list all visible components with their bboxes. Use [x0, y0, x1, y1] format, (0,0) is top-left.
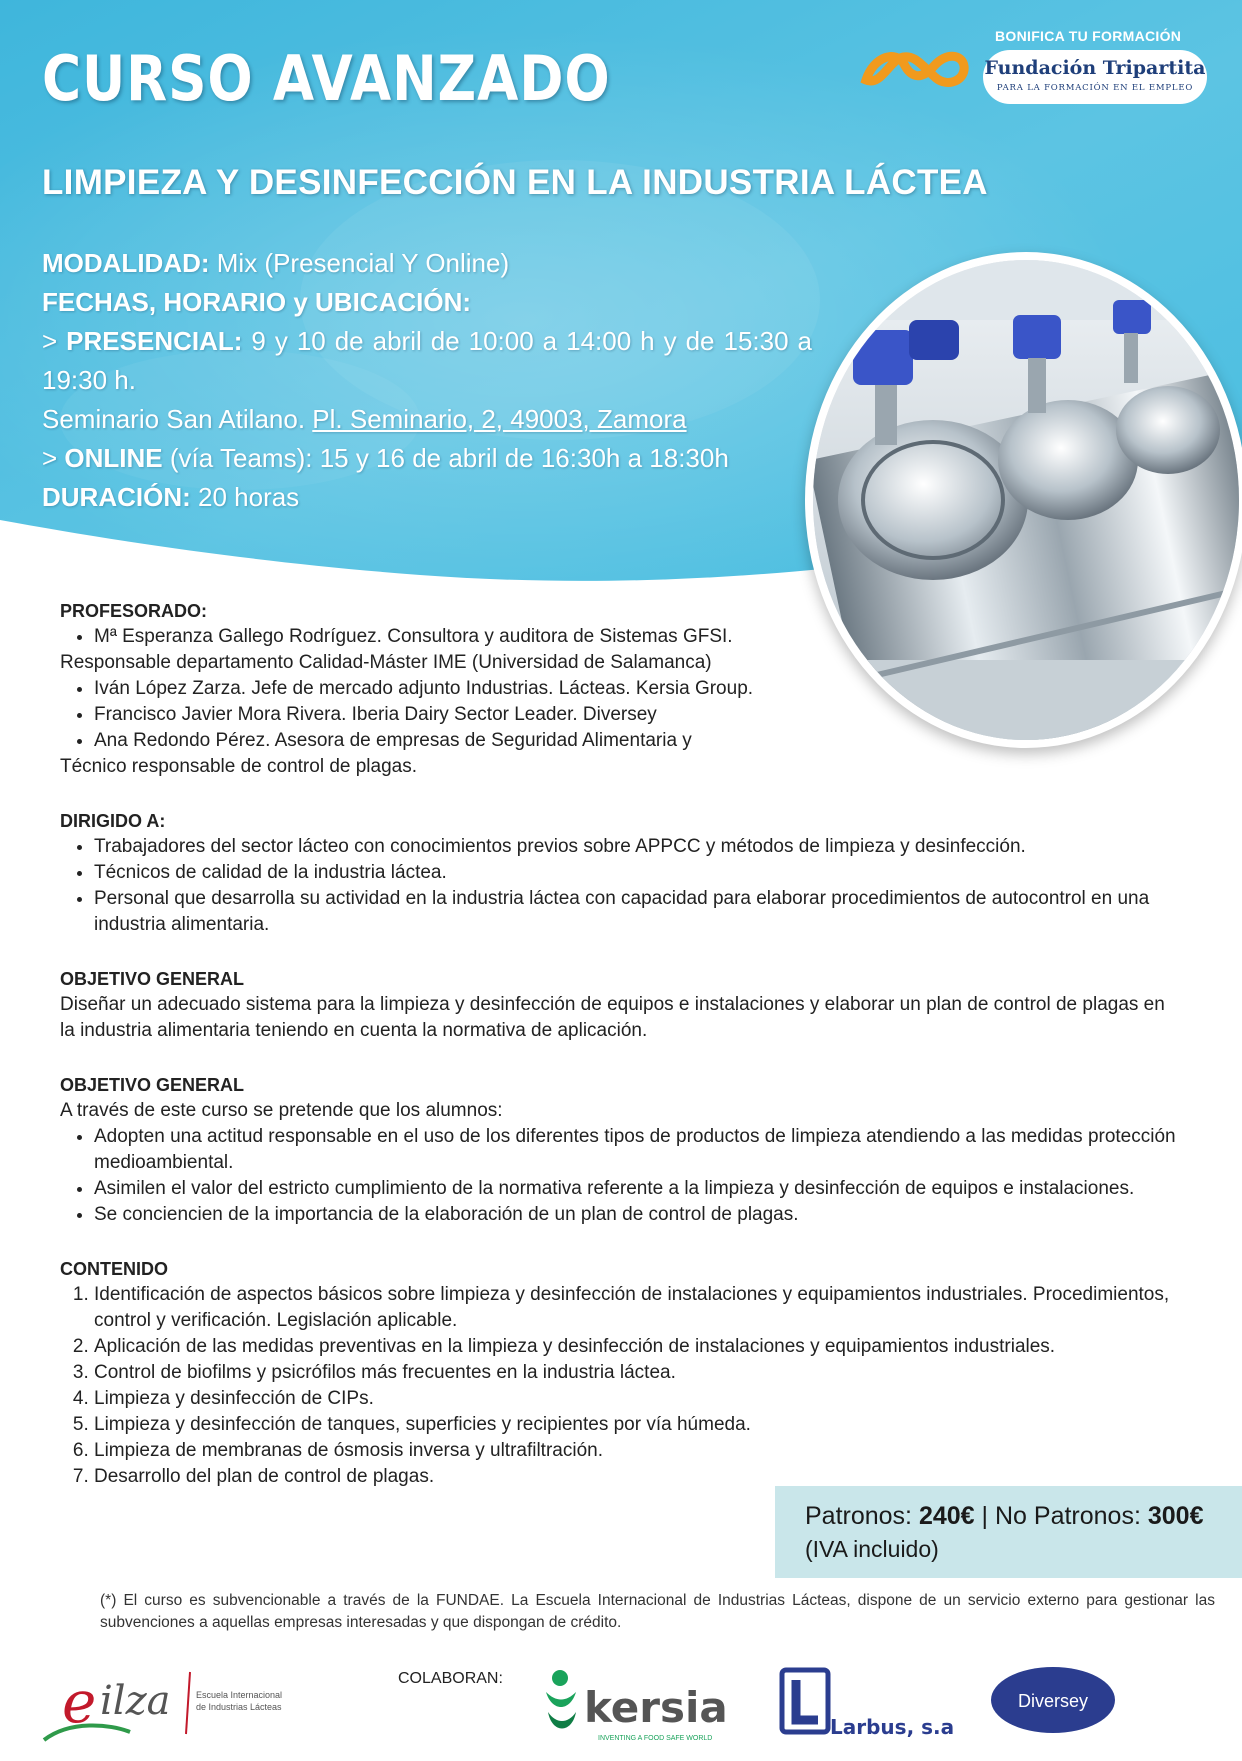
- price-separator: |: [981, 1502, 989, 1530]
- modalidad-line: [42, 244, 812, 283]
- modalidad-value: Mix (Presencial Y Online): [216, 248, 510, 278]
- ft-tagline: PARA LA FORMACIÓN EN EL EMPLEO: [996, 83, 1194, 93]
- fundacion-tripartita-logo: [858, 28, 1220, 108]
- duracion-label: DURACIÓN:: [42, 482, 191, 512]
- objetivo-item: • Asimilen el valor del estricto cumplimiento de la normativa referente a la limpieza y desinfección de equipos e instalaciones.: [94, 1176, 1180, 1202]
- kersia-wordmark: kersia: [584, 1683, 728, 1732]
- location-text: Seminario San Atilano.: [42, 404, 306, 434]
- fechas-label: FECHAS, HORARIO y UBICACIÓN:: [42, 287, 472, 317]
- contenido-item: 4. Limpieza y desinfección de CIPs.: [94, 1386, 1180, 1412]
- profesorado-item: • Mª Esperanza Gallego Rodríguez. Consultora y auditora de Sistemas GFSI.: [94, 624, 1180, 650]
- contenido-heading: CONTENIDO: [60, 1259, 168, 1279]
- profesorado-list-2: [60, 676, 1180, 754]
- ft-name: Fundación Tripartita: [984, 57, 1206, 79]
- larbus-logo: [782, 1670, 954, 1739]
- profesorado-item: • Francisco Javier Mora Rivera. Iberia Dairy Sector Leader. Diversey: [94, 702, 1180, 728]
- diversey-logo: [991, 1667, 1115, 1733]
- objetivo-heading: OBJETIVO GENERAL: [60, 969, 245, 989]
- contenido-item: 6. Limpieza de membranas de ósmosis inversa y ultrafiltración.: [94, 1438, 1180, 1464]
- kersia-logo: [546, 1670, 728, 1742]
- duracion-value: 20 horas: [198, 482, 300, 512]
- dirigido-item: • Trabajadores del sector lácteo con conocimientos previos sobre APPCC y métodos de limpieza y desinfección.: [94, 834, 1180, 860]
- dirigido-item: • Técnicos de calidad de la industria láctea.: [94, 860, 1180, 886]
- dirigido-heading: DIRIGIDO A:: [60, 811, 166, 831]
- profesorado-list: [60, 624, 1180, 650]
- presencial-line: [42, 322, 812, 400]
- footer-logos-graphics: [0, 1650, 1242, 1756]
- no-patronos-label: No Patronos:: [995, 1502, 1141, 1530]
- objetivo-item: • Adopten una actitud responsable en el uso de los diferentes tipos de productos de limpieza atendiendo a las medidas protección medioambiental.: [94, 1124, 1180, 1176]
- price-line: [805, 1502, 1204, 1531]
- footer-logos: [0, 1650, 1242, 1756]
- location-link[interactable]: Pl. Seminario, 2, 49003, Zamora: [312, 404, 687, 434]
- profesorado-heading: PROFESORADO:: [60, 601, 208, 621]
- eilza-e-mark: e: [62, 1668, 97, 1736]
- contenido-item: 5. Limpieza y desinfección de tanques, superficies y recipientes por vía húmeda.: [94, 1412, 1180, 1438]
- kersia-tagline: INVENTING A FOOD SAFE WORLD: [598, 1735, 713, 1742]
- course-type-title: CURSO AVANZADO: [42, 42, 611, 115]
- objetivo-intro: A través de este curso se pretende que los alumnos:: [60, 1100, 503, 1121]
- objetivo-text: Diseñar un adecuado sistema para la limpieza y desinfección de equipos e instalaciones y elaborar un plan de control de plagas en la industria alimentaria teniendo en cuenta la normativa de aplicación.: [60, 994, 1165, 1041]
- presencial-prefix: >: [42, 326, 58, 356]
- larbus-wordmark: Larbus, s.a: [830, 1715, 955, 1739]
- eilza-line1: Escuela Internacional: [196, 1690, 283, 1700]
- iva-note: (IVA incluido): [805, 1536, 939, 1562]
- objetivo-item: • Se conciencien de la importancia de la elaboración de un plan de control de plagas.: [94, 1202, 1180, 1228]
- dirigido-item: • Personal que desarrolla su actividad en la industria láctea con capacidad para elaborar procedimientos de autocontrol en una industria alimentaria.: [94, 886, 1180, 938]
- ft-name-pill: [983, 50, 1207, 104]
- colaboran-label: COLABORAN:: [398, 1670, 503, 1687]
- course-subtitle: LIMPIEZA Y DESINFECCIÓN EN LA INDUSTRIA LÁCTEA: [42, 163, 988, 202]
- modalidad-label: MODALIDAD:: [42, 248, 210, 278]
- contenido-item: 3. Control de biofilms y psicrófilos más frecuentes en la industria láctea.: [94, 1360, 1180, 1386]
- online-line: [42, 439, 812, 478]
- no-patronos-price: 300€: [1147, 1502, 1204, 1530]
- profesorado-item: • Ana Redondo Pérez. Asesora de empresas de Seguridad Alimentaria y: [94, 728, 1180, 754]
- location-line: [42, 400, 812, 439]
- course-details: [60, 598, 1180, 1490]
- objetivo-heading: OBJETIVO GENERAL: [60, 1075, 245, 1095]
- eilza-wordmark: ilza: [100, 1678, 171, 1724]
- tripartita-infinity-icon: [858, 36, 970, 96]
- patronos-price: 240€: [918, 1502, 975, 1530]
- course-info-block: [42, 244, 812, 517]
- price-box: [775, 1486, 1242, 1578]
- contenido-list: [60, 1282, 1180, 1490]
- profesorado-item: • Iván López Zarza. Jefe de mercado adjunto Industrias. Lácteas. Kersia Group.: [94, 676, 1180, 702]
- subsidy-note: (*) El curso es subvencionable a través de la FUNDAE. La Escuela Internacional de Industrias Lácteas, dispone de un servicio externo para gestionar las subvenciones a aquellas empresas interesadas y que dispongan de crédito.: [100, 1592, 1215, 1631]
- online-via: (vía Teams):: [169, 443, 313, 473]
- online-label: ONLINE: [64, 443, 163, 473]
- profesorado-continuation: Responsable departamento Calidad-Máster IME (Universidad de Salamanca): [60, 652, 712, 673]
- presencial-value: 9 y 10 de abril de 10:00 a 14:00 h y de 15:30 a 19:30 h.: [42, 326, 812, 395]
- ft-bonifica-text: BONIFICA TU FORMACIÓN: [995, 28, 1182, 44]
- profesorado-continuation: Técnico responsable de control de plagas.: [60, 756, 418, 777]
- eilza-line2: de Industrias Lácteas: [196, 1702, 282, 1712]
- contenido-item: 7. Desarrollo del plan de control de plagas.: [94, 1464, 1180, 1490]
- online-prefix: >: [42, 443, 58, 473]
- presencial-label: PRESENCIAL:: [66, 326, 243, 356]
- patronos-label: Patronos:: [805, 1502, 913, 1530]
- eilza-logo: [44, 1668, 282, 1740]
- diversey-wordmark: Diversey: [1017, 1691, 1089, 1711]
- contenido-item: 2. Aplicación de las medidas preventivas en la limpieza y desinfección de instalaciones y equipamientos industriales.: [94, 1334, 1180, 1360]
- fechas-line: [42, 283, 812, 322]
- duracion-line: [42, 478, 812, 517]
- objetivo-list: [60, 1124, 1180, 1228]
- online-value: 15 y 16 de abril de 16:30h a 18:30h: [319, 443, 729, 473]
- dirigido-list: [60, 834, 1180, 938]
- contenido-item: 1. Identificación de aspectos básicos sobre limpieza y desinfección de instalaciones y equipamientos industriales. Procedimientos, control y verificación. Legislación aplicable.: [94, 1282, 1180, 1334]
